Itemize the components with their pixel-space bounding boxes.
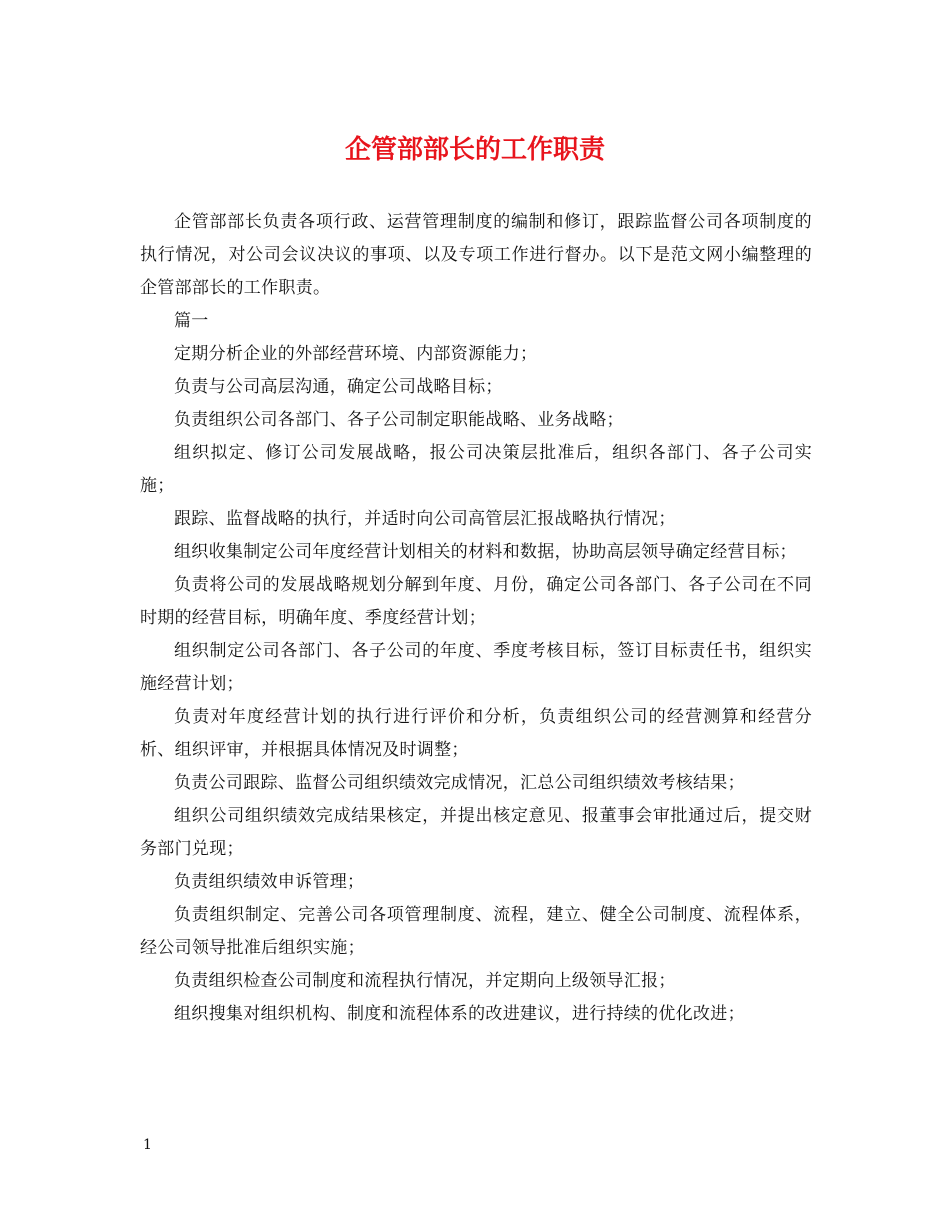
duty-item: 负责对年度经营计划的执行进行评价和分析，负责组织公司的经营测算和经营分析、组织评审，并根据具体情况及时调整；	[140, 707, 812, 760]
document-body	[140, 206, 812, 1031]
duty-item: 负责将公司的发展战略规划分解到年度、月份，确定公司各部门、各子公司在不同时期的经营目标，明确年度、季度经营计划；	[140, 575, 812, 628]
intro-paragraph: 企管部部长负责各项行政、运营管理制度的编制和修订，跟踪监督公司各项制度的执行情况，对公司会议决议的事项、以及专项工作进行督办。以下是范文网小编整理的企管部部长的工作职责。	[140, 212, 812, 298]
duty-item: 组织公司组织绩效完成结果核定，并提出核定意见、报董事会审批通过后，提交财务部门兑现；	[140, 806, 812, 859]
duty-item: 负责与公司高层沟通，确定公司战略目标；	[174, 377, 503, 397]
page-number: 1	[143, 1137, 152, 1153]
duty-item: 负责组织绩效申诉管理；	[174, 872, 365, 892]
duty-item: 负责组织公司各部门、各子公司制定职能战略、业务战略；	[174, 410, 624, 430]
section-heading: 篇一	[174, 311, 209, 331]
duty-item: 跟踪、监督战略的执行，并适时向公司高管层汇报战略执行情况；	[174, 509, 676, 529]
duty-item: 负责公司跟踪、监督公司组织绩效完成情况，汇总公司组织绩效考核结果；	[174, 773, 745, 793]
duty-item: 负责组织制定、完善公司各项管理制度、流程，建立、健全公司制度、流程体系，经公司领导批准后组织实施；	[140, 905, 812, 958]
duty-item: 组织制定公司各部门、各子公司的年度、季度考核目标，签订目标责任书，组织实施经营计划；	[140, 641, 812, 694]
duty-item: 定期分析企业的外部经营环境、内部资源能力；	[174, 344, 538, 364]
duty-item: 负责组织检查公司制度和流程执行情况，并定期向上级领导汇报；	[174, 971, 676, 991]
document-title: 企管部部长的工作职责	[344, 135, 605, 165]
duty-item: 组织收集制定公司年度经营计划相关的材料和数据，协助高层领导确定经营目标；	[174, 542, 797, 562]
duty-item: 组织拟定、修订公司发展战略，报公司决策层批准后，组织各部门、各子公司实施；	[140, 443, 812, 496]
duty-item: 组织搜集对组织机构、制度和流程体系的改进建议，进行持续的优化改进；	[174, 1004, 745, 1024]
